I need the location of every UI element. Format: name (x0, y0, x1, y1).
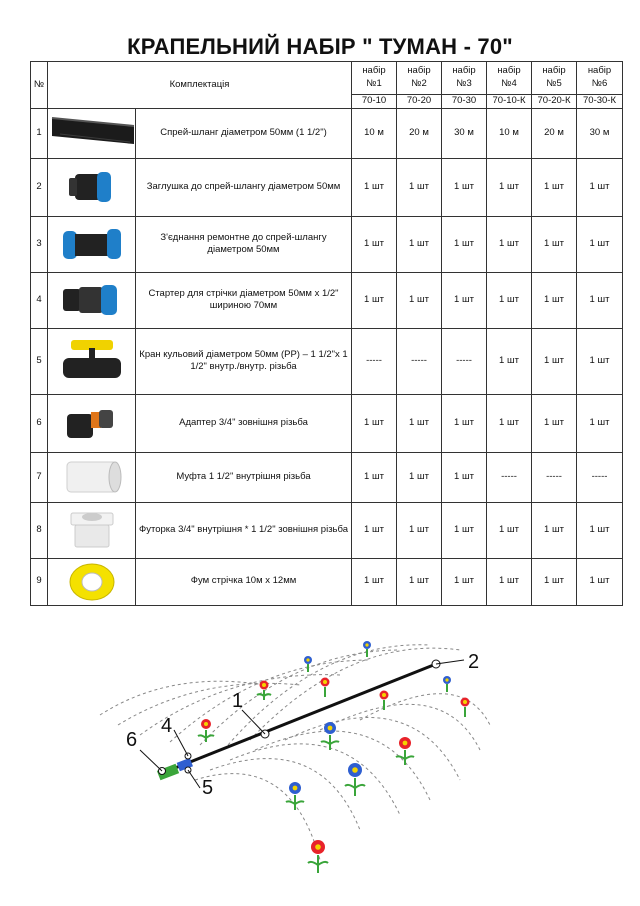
item-name: Адаптер 3/4" зовнішня різьба (136, 394, 352, 452)
item-quantity: 1 шт (442, 502, 487, 558)
item-quantity: 1 шт (532, 158, 577, 216)
item-quantity: 1 шт (397, 216, 442, 272)
flower-blue (286, 782, 304, 810)
item-quantity: 1 шт (397, 452, 442, 502)
row-number: 9 (31, 558, 48, 605)
item-quantity: ----- (442, 328, 487, 394)
item-quantity: ----- (532, 452, 577, 502)
item-quantity: 1 шт (352, 394, 397, 452)
item-quantity: 10 м (487, 108, 532, 158)
reducer-bushing-icon (48, 502, 136, 558)
item-quantity: 1 шт (442, 216, 487, 272)
item-quantity: 1 шт (397, 502, 442, 558)
set-code: 70-30 (442, 95, 487, 109)
item-quantity: 1 шт (442, 272, 487, 328)
table-row (31, 452, 623, 502)
item-quantity: 1 шт (352, 158, 397, 216)
table-row (31, 216, 623, 272)
item-quantity: 1 шт (487, 558, 532, 605)
set-code: 70-30-К (577, 95, 623, 109)
item-name: Спрей-шланг діаметром 50мм (1 1/2") (136, 108, 352, 158)
item-quantity: 1 шт (487, 394, 532, 452)
ptfe-tape-icon (48, 558, 136, 605)
item-quantity: ----- (352, 328, 397, 394)
item-quantity: 1 шт (577, 502, 623, 558)
item-name: Заглушка до спрей-шлангу діаметром 50мм (136, 158, 352, 216)
table-row (31, 108, 623, 158)
item-quantity: 1 шт (532, 328, 577, 394)
adapter-icon (48, 394, 136, 452)
set-code: 70-20-К (532, 95, 577, 109)
callout-label-4: 4 (161, 715, 173, 737)
contents-header: Комплектація (48, 62, 352, 109)
item-quantity: 1 шт (397, 394, 442, 452)
row-number: 5 (31, 328, 48, 394)
item-quantity: 20 м (532, 108, 577, 158)
item-quantity: 1 шт (577, 272, 623, 328)
callout-label-6: 6 (126, 729, 138, 751)
callout-label-1: 1 (232, 690, 244, 712)
item-quantity: 20 м (397, 108, 442, 158)
flower-red (461, 698, 470, 718)
hose-end-plug-icon (48, 158, 136, 216)
ball-valve-icon (48, 328, 136, 394)
set-code: 70-10-К (487, 95, 532, 109)
spray-arcs (100, 645, 490, 860)
table-row (31, 328, 623, 394)
table-row (31, 558, 623, 605)
item-quantity: 1 шт (352, 216, 397, 272)
table-row (31, 394, 623, 452)
set-code: 70-20 (397, 95, 442, 109)
item-quantity: 1 шт (352, 502, 397, 558)
item-quantity: 10 м (352, 108, 397, 158)
set-code: 70-10 (352, 95, 397, 109)
item-quantity: 1 шт (352, 452, 397, 502)
flower-red (380, 691, 389, 711)
spray-hose-icon (48, 108, 136, 158)
item-quantity: 1 шт (442, 558, 487, 605)
item-quantity: ----- (487, 452, 532, 502)
row-number: 1 (31, 108, 48, 158)
item-quantity: 1 шт (397, 558, 442, 605)
item-quantity: 1 шт (532, 502, 577, 558)
item-name: З'єднання ремонтне до спрей-шлангу діаметром 50мм (136, 216, 352, 272)
item-name: Стартер для стрічки діаметром 50мм х 1/2" шириною 70мм (136, 272, 352, 328)
installation-diagram (0, 630, 640, 900)
item-quantity: 1 шт (532, 216, 577, 272)
item-quantity: 1 шт (352, 558, 397, 605)
item-quantity: 30 м (442, 108, 487, 158)
item-quantity: ----- (397, 328, 442, 394)
set-header: набір №1 (352, 62, 397, 95)
item-quantity: 1 шт (532, 394, 577, 452)
item-quantity: 1 шт (397, 272, 442, 328)
table-row (31, 502, 623, 558)
item-name: Футорка 3/4" внутрішня * 1 1/2" зовнішня різьба (136, 502, 352, 558)
item-quantity: 1 шт (487, 272, 532, 328)
flower-blue (304, 656, 312, 672)
set-header: набір №6 (577, 62, 623, 95)
row-number: 6 (31, 394, 48, 452)
item-quantity: 30 м (577, 108, 623, 158)
callout-label-2: 2 (468, 651, 480, 673)
item-name: Кран кульовий діаметром 50мм (PP) – 1 1/2"х 1 1/2" внутр./внутр. різьба (136, 328, 352, 394)
flower-red (321, 678, 330, 698)
item-quantity: 1 шт (442, 394, 487, 452)
flower-blue (321, 722, 339, 750)
flower-blue (345, 763, 365, 796)
set-header: набір №3 (442, 62, 487, 95)
item-quantity: 1 шт (352, 272, 397, 328)
callout-label-5: 5 (202, 777, 214, 799)
flower-red (198, 719, 214, 742)
row-number: 8 (31, 502, 48, 558)
item-quantity: 1 шт (487, 216, 532, 272)
repair-connector-icon (48, 216, 136, 272)
row-number: 2 (31, 158, 48, 216)
table-row (31, 272, 623, 328)
flowers (198, 641, 470, 873)
item-quantity: 1 шт (487, 158, 532, 216)
row-number: 7 (31, 452, 48, 502)
item-quantity: 1 шт (577, 158, 623, 216)
kit-table (30, 61, 623, 606)
row-number: 3 (31, 216, 48, 272)
set-header: набір №2 (397, 62, 442, 95)
flower-blue (363, 641, 371, 657)
item-quantity: 1 шт (442, 158, 487, 216)
flower-red (396, 737, 414, 765)
item-quantity: 1 шт (577, 328, 623, 394)
table-header-row (31, 62, 623, 95)
item-quantity: 1 шт (577, 394, 623, 452)
set-header: набір №5 (532, 62, 577, 95)
item-quantity: 1 шт (532, 558, 577, 605)
spray-hose-line (165, 664, 436, 772)
item-quantity: 1 шт (442, 452, 487, 502)
set-header: набір №4 (487, 62, 532, 95)
flower-blue (443, 676, 451, 692)
table-row (31, 158, 623, 216)
item-quantity: 1 шт (532, 272, 577, 328)
coupling-icon (48, 452, 136, 502)
item-quantity: 1 шт (487, 328, 532, 394)
flower-red (308, 840, 328, 873)
row-number: 4 (31, 272, 48, 328)
item-name: Муфта 1 1/2" внутрішня різьба (136, 452, 352, 502)
item-quantity: 1 шт (487, 502, 532, 558)
item-quantity: 1 шт (577, 216, 623, 272)
num-header: № (31, 62, 48, 109)
item-quantity: 1 шт (397, 158, 442, 216)
item-name: Фум стрічка 10м х 12мм (136, 558, 352, 605)
item-quantity: ----- (577, 452, 623, 502)
page-title: КРАПЕЛЬНИЙ НАБІР " ТУМАН - 70" (127, 34, 513, 59)
starter-fitting-icon (48, 272, 136, 328)
item-quantity: 1 шт (577, 558, 623, 605)
